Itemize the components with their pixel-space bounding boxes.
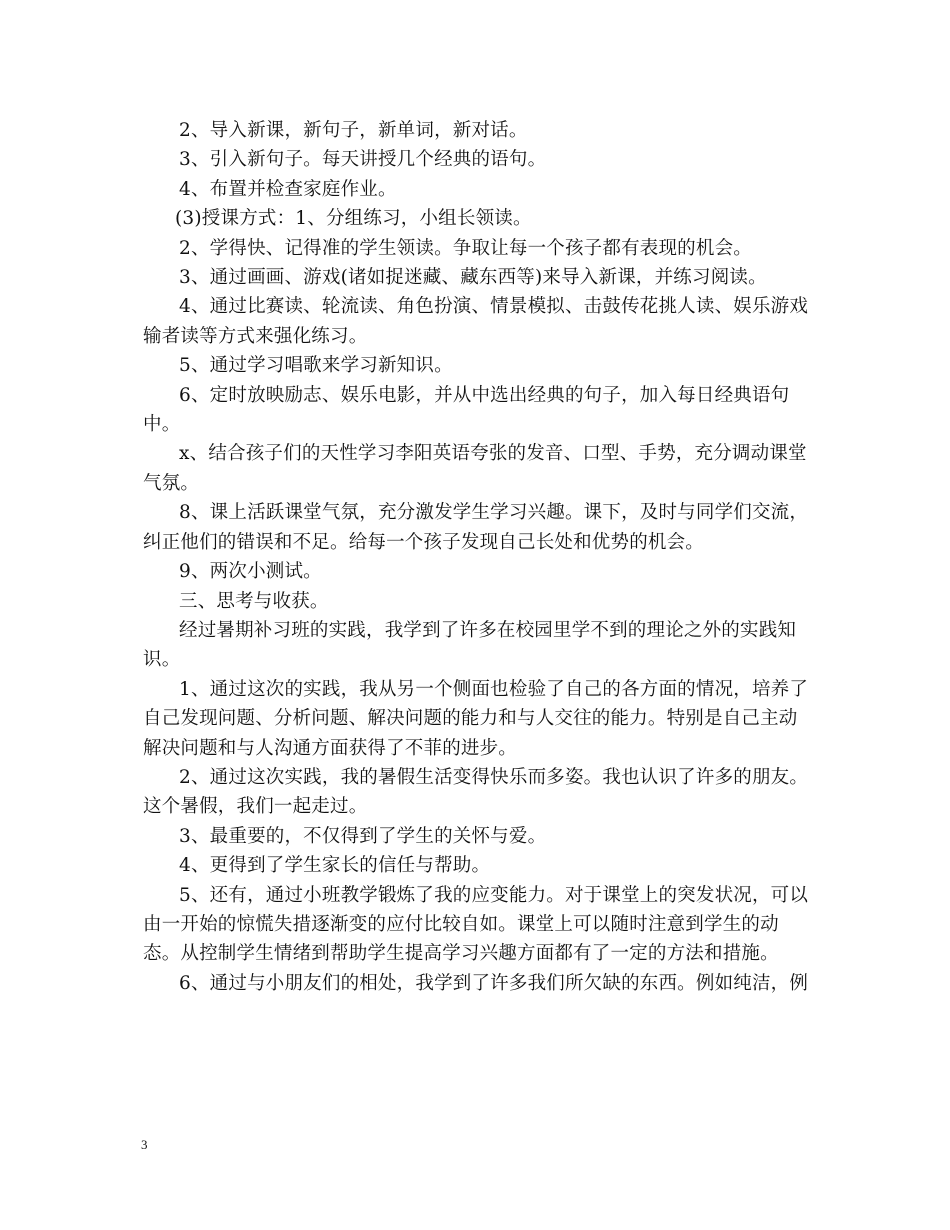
document-body xyxy=(143,116,815,998)
paragraph: 1、通过这次的实践，我从另一个侧面也检验了自己的各方面的情况，培养了自己发现问题、分析问题、解决问题的能力和与人交往的能力。特别是自己主动解决问题和与人沟通方面获得了不菲的进步。 xyxy=(143,678,809,759)
paragraph: 2、学得快、记得准的学生领读。争取让每一个孩子都有表现的机会。 xyxy=(179,237,752,259)
paragraph: 6、定时放映励志、娱乐电影，并从中选出经典的句子，加入每日经典语句中。 xyxy=(143,384,790,436)
paragraph: 4、通过比赛读、轮流读、角色扮演、情景模拟、击鼓传花挑人读、娱乐游戏输者读等方式来强化练习。 xyxy=(143,296,809,347)
paragraph: 5、还有，通过小班教学锻炼了我的应变能力。对于课堂上的突发状况，可以由一开始的惊慌失措逐渐变的应付比较自如。课堂上可以随时注意到学生的动态。从控制学生情绪到帮助学生提高学习兴趣方面都有了一定的方法和措施。 xyxy=(143,884,809,965)
paragraph: 3、引入新句子。每天讲授几个经典的语句。 xyxy=(179,149,547,171)
paragraph: 3、通过画画、游戏(诸如捉迷藏、藏东西等)来导入新课，并练习阅读。 xyxy=(179,267,767,289)
paragraph: x、结合孩子们的天性学习李阳英语夸张的发音、口型、手势，充分调动课堂气氛。 xyxy=(143,443,807,494)
paragraph: 2、通过这次实践，我的暑假生活变得快乐而多姿。我也认识了许多的朋友。这个暑假，我们一起走过。 xyxy=(143,766,809,818)
section-heading: 三、思考与收获。 xyxy=(179,590,329,612)
paragraph: 3、最重要的，不仅得到了学生的关怀与爱。 xyxy=(179,825,547,847)
paragraph: 2、导入新课，新句子，新单词，新对话。 xyxy=(179,120,528,141)
paragraph: 5、通过学习唱歌来学习新知识。 xyxy=(179,355,453,377)
paragraph: 4、更得到了学生家长的信任与帮助。 xyxy=(179,855,491,877)
paragraph: 9、两次小测试。 xyxy=(179,561,322,583)
page-number: 3 xyxy=(141,1137,148,1152)
paragraph: (3)授课方式：1、分组练习，小组长领读。 xyxy=(175,208,532,230)
paragraph: 经过暑期补习班的实践，我学到了许多在校园里学不到的理论之外的实践知识。 xyxy=(143,619,797,671)
paragraph: 8、课上活跃课堂气氛，充分激发学生学习兴趣。课下，及时与同学们交流，纠正他们的错误和不足。给每一个孩子发现自己长处和优势的机会。 xyxy=(143,502,809,553)
paragraph: 6、通过与小朋友们的相处，我学到了许多我们所欠缺的东西。例如纯洁，例 xyxy=(179,972,809,994)
paragraph: 4、布置并检查家庭作业。 xyxy=(179,178,397,200)
